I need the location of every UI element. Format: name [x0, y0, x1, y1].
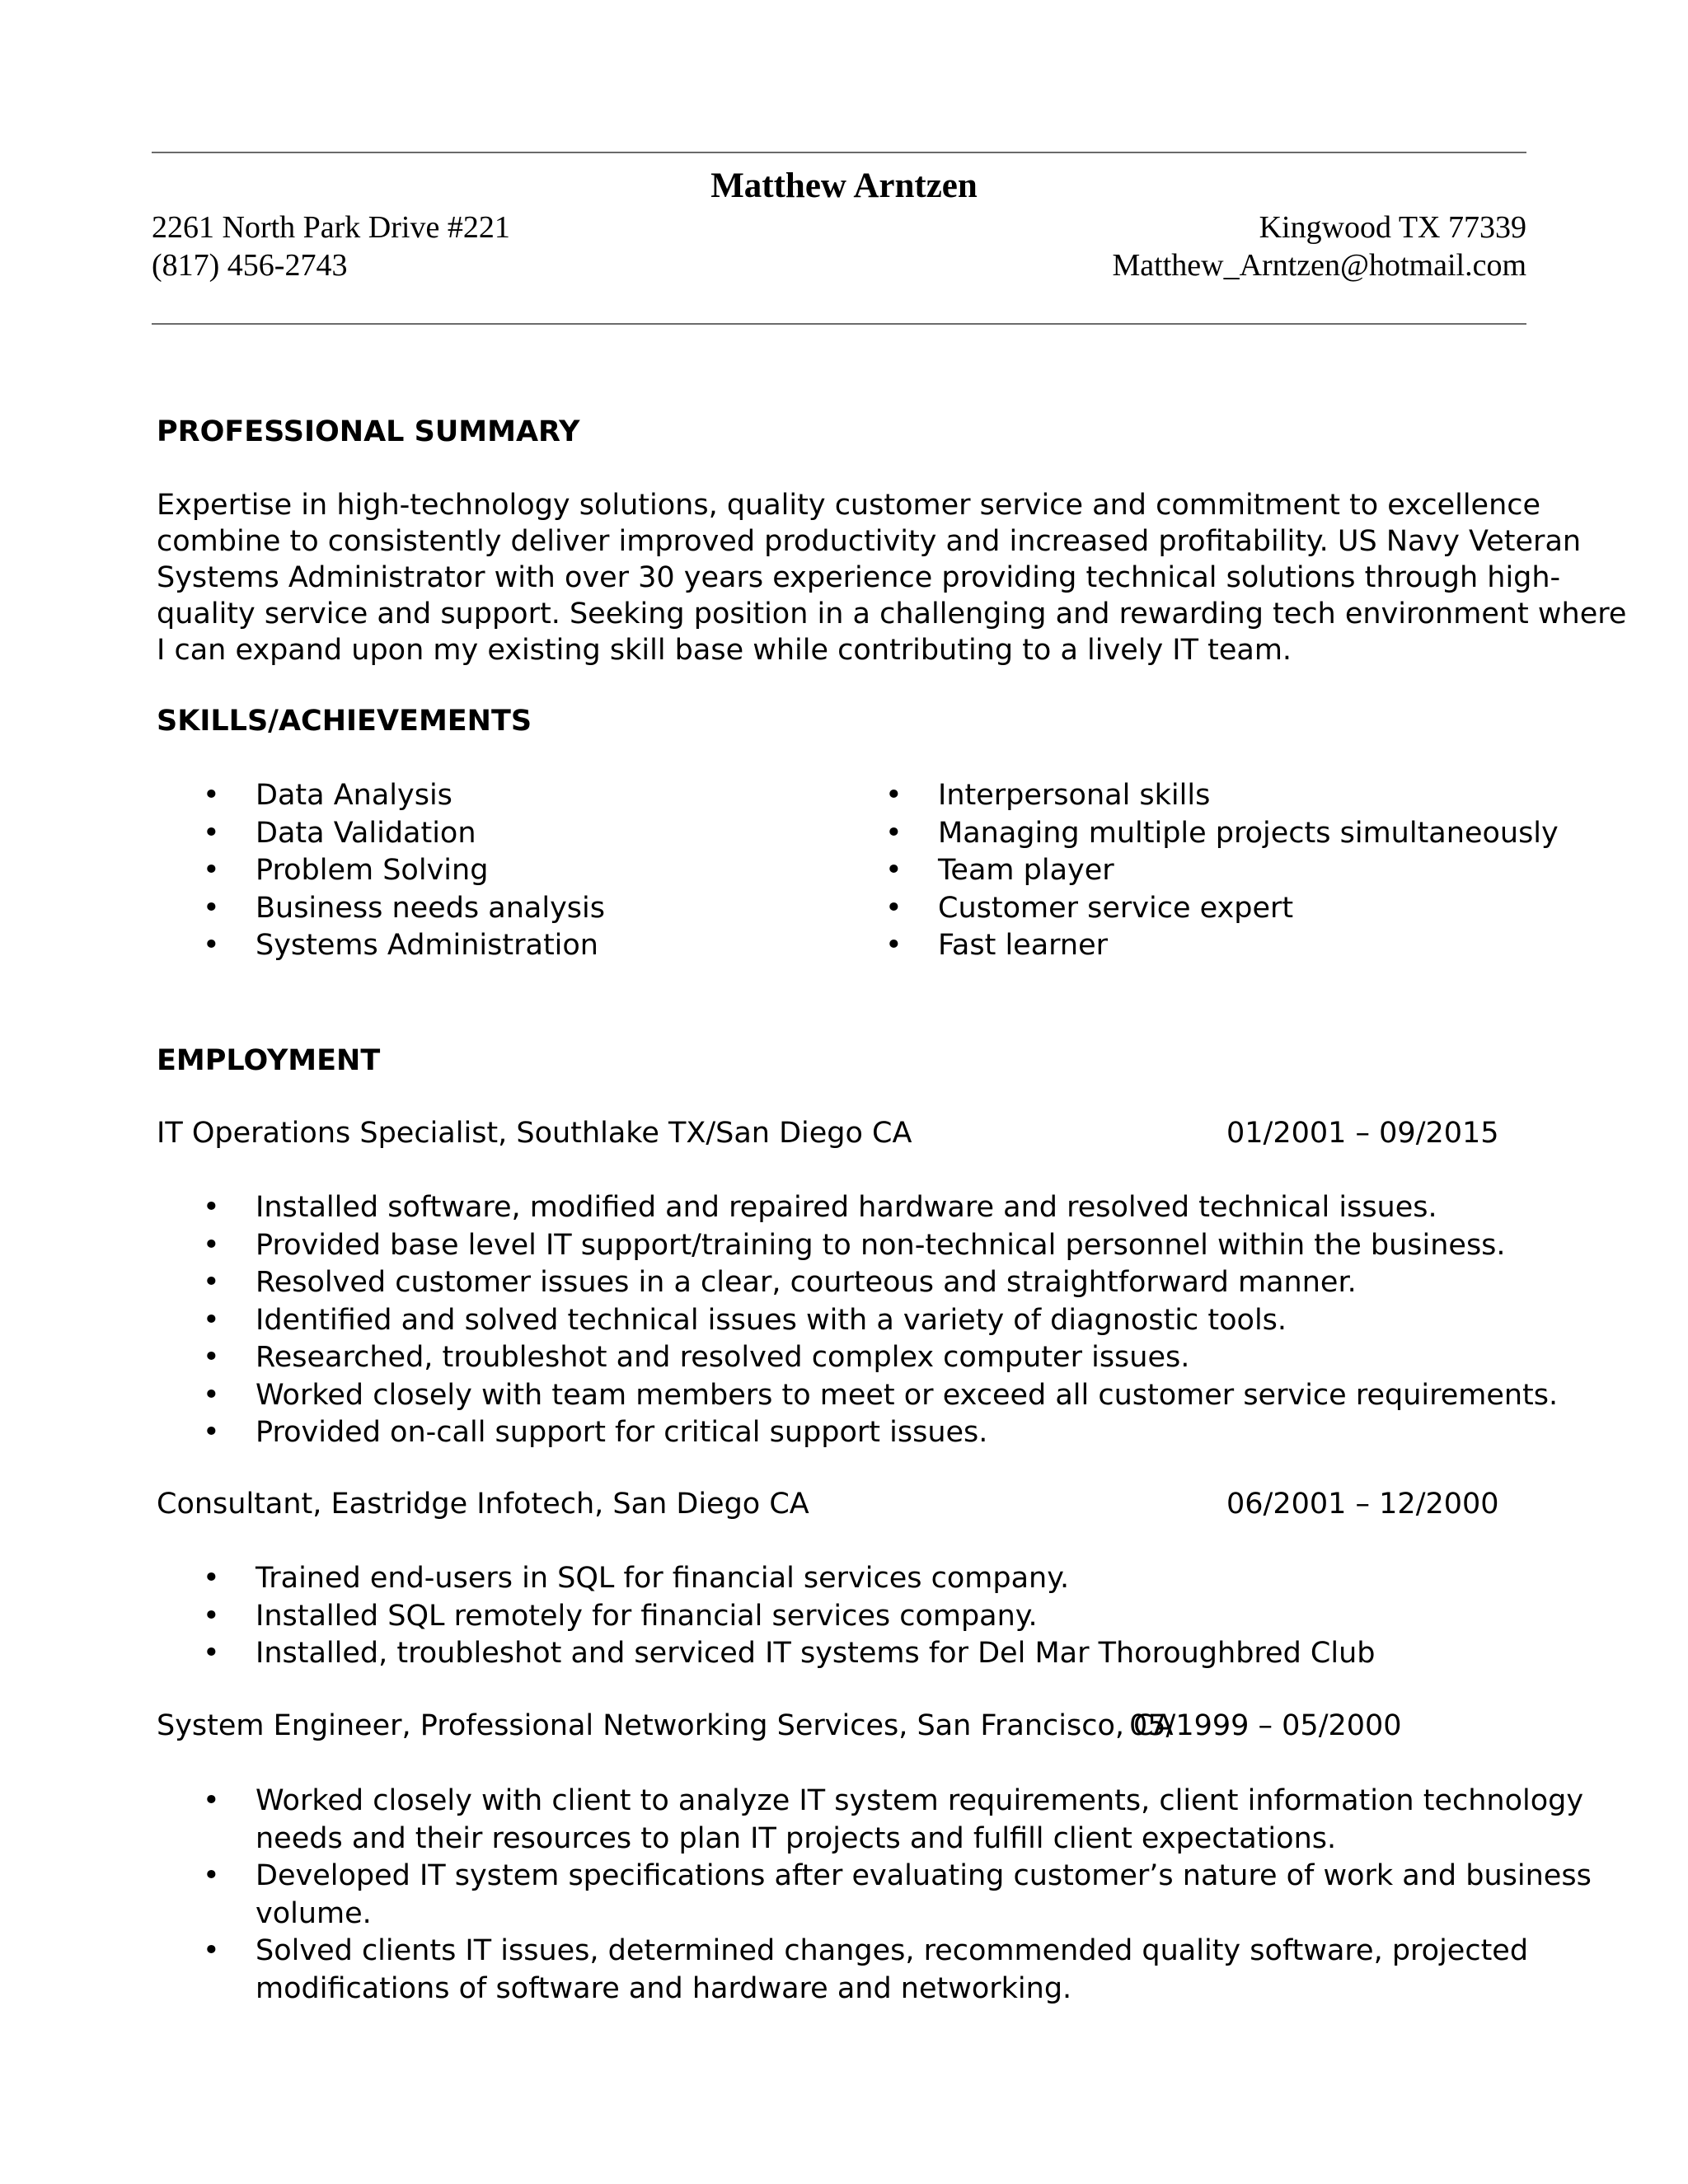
summary-line: Expertise in high-technology solutions, quality customer service and commitment to excellence: [157, 489, 1541, 522]
summary-line: quality service and support. Seeking position in a challenging and rewarding tech environment where: [157, 598, 1627, 630]
contact-email: Matthew_Arntzen@hotmail.com: [1112, 248, 1526, 283]
summary-line: combine to consistently deliver improved productivity and increased profitability. US Navy Veteran: [157, 525, 1582, 558]
summary-line: Systems Administrator with over 30 years experience providing technical solutions through high-: [157, 561, 1561, 594]
bullet-icon: •: [203, 1416, 220, 1449]
duty-item: • Installed, troubleshot and serviced IT systems for Del Mar Thoroughbred Club: [157, 1635, 1375, 1673]
employment-heading: EMPLOYMENT: [157, 1044, 381, 1077]
job-duties-list: [157, 1189, 1558, 1452]
duty-item: • Provided base level IT support/training to non-technical personnel within the business.: [157, 1227, 1558, 1265]
bullet-icon: •: [203, 1784, 220, 1817]
job-dates: 06/2001 – 12/2000: [1226, 1488, 1499, 1521]
job-dates: 01/2001 – 09/2015: [1226, 1117, 1499, 1150]
contact-phone: (817) 456-2743: [152, 248, 348, 283]
duty-item: • Worked closely with team members to meet or exceed all customer service requirements.: [157, 1377, 1558, 1415]
duty-item: • Resolved customer issues in a clear, courteous and straightforward manner.: [157, 1264, 1558, 1302]
candidate-name: Matthew Arntzen: [710, 166, 978, 205]
header-top-rule: [152, 152, 1526, 153]
bullet-icon: •: [885, 779, 903, 812]
skills-left-list: [157, 777, 605, 965]
skills-right-list: [839, 777, 1559, 965]
summary-paragraph: [157, 487, 1627, 668]
job-title: IT Operations Specialist, Southlake TX/San Diego CA: [157, 1117, 912, 1150]
bullet-icon: •: [203, 1228, 220, 1262]
bullet-icon: •: [885, 816, 903, 850]
bullet-icon: •: [203, 891, 220, 925]
job-duties-list: [157, 1783, 1592, 2008]
skill-item: • Managing multiple projects simultaneously: [839, 815, 1559, 853]
header-bottom-rule: [152, 323, 1526, 325]
skill-item: • Systems Administration: [157, 927, 605, 965]
summary-heading: PROFESSIONAL SUMMARY: [157, 415, 580, 448]
skill-item: • Team player: [839, 852, 1559, 890]
contact-address: 2261 North Park Drive #221: [152, 210, 510, 245]
bullet-icon: •: [203, 1859, 220, 1892]
duty-item: • Worked closely with client to analyze IT system requirements, client information technology needs and their resources to plan IT projects and fulfill client expectations.: [203, 1784, 1584, 1855]
job-duties-list: [157, 1560, 1375, 1673]
bullet-icon: •: [203, 1191, 220, 1224]
bullet-icon: •: [885, 891, 903, 925]
skill-item: • Fast learner: [839, 927, 1559, 965]
duty-item: • Researched, troubleshot and resolved complex computer issues.: [157, 1339, 1558, 1377]
bullet-icon: •: [203, 929, 220, 962]
skill-item: • Data Analysis: [157, 777, 605, 815]
bullet-icon: •: [203, 1637, 220, 1670]
duty-item: • Installed SQL remotely for financial services company.: [157, 1598, 1375, 1636]
job-dates: 05/1999 – 05/2000: [1129, 1709, 1402, 1742]
bullet-icon: •: [203, 1599, 220, 1633]
skills-heading: SKILLS/ACHIEVEMENTS: [157, 705, 532, 738]
bullet-icon: •: [203, 1378, 220, 1412]
duty-item: • Provided on-call support for critical support issues.: [157, 1414, 1558, 1452]
duty-item: • Identified and solved technical issues with a variety of diagnostic tools.: [157, 1302, 1558, 1340]
skill-item: • Problem Solving: [157, 852, 605, 890]
bullet-icon: •: [203, 1562, 220, 1595]
job-title: System Engineer, Professional Networking Services, San Francisco, CA: [157, 1709, 1174, 1742]
summary-line: I can expand upon my existing skill base while contributing to a lively IT team.: [157, 634, 1292, 667]
bullet-icon: •: [203, 1934, 220, 1967]
skill-item: • Business needs analysis: [157, 890, 605, 928]
bullet-icon: •: [203, 854, 220, 887]
job-title: Consultant, Eastridge Infotech, San Diego CA: [157, 1488, 809, 1521]
duty-item: • Developed IT system specifications after evaluating customer’s nature of work and business volume.: [203, 1859, 1592, 1930]
skill-item: • Data Validation: [157, 815, 605, 853]
bullet-icon: •: [203, 1266, 220, 1299]
bullet-icon: •: [885, 854, 903, 887]
bullet-icon: •: [203, 1303, 220, 1337]
contact-city: Kingwood TX 77339: [1259, 210, 1526, 245]
bullet-icon: •: [885, 929, 903, 962]
skill-item: • Customer service expert: [839, 890, 1559, 928]
duty-item: • Trained end-users in SQL for financial services company.: [157, 1560, 1375, 1598]
skill-item: • Interpersonal skills: [839, 777, 1559, 815]
duty-item: • Solved clients IT issues, determined changes, recommended quality software, projected modifications of software and hardware and networking.: [203, 1934, 1529, 2005]
bullet-icon: •: [203, 779, 220, 812]
duty-item: • Installed software, modified and repaired hardware and resolved technical issues.: [157, 1189, 1558, 1227]
bullet-icon: •: [203, 816, 220, 850]
bullet-icon: •: [203, 1341, 220, 1374]
